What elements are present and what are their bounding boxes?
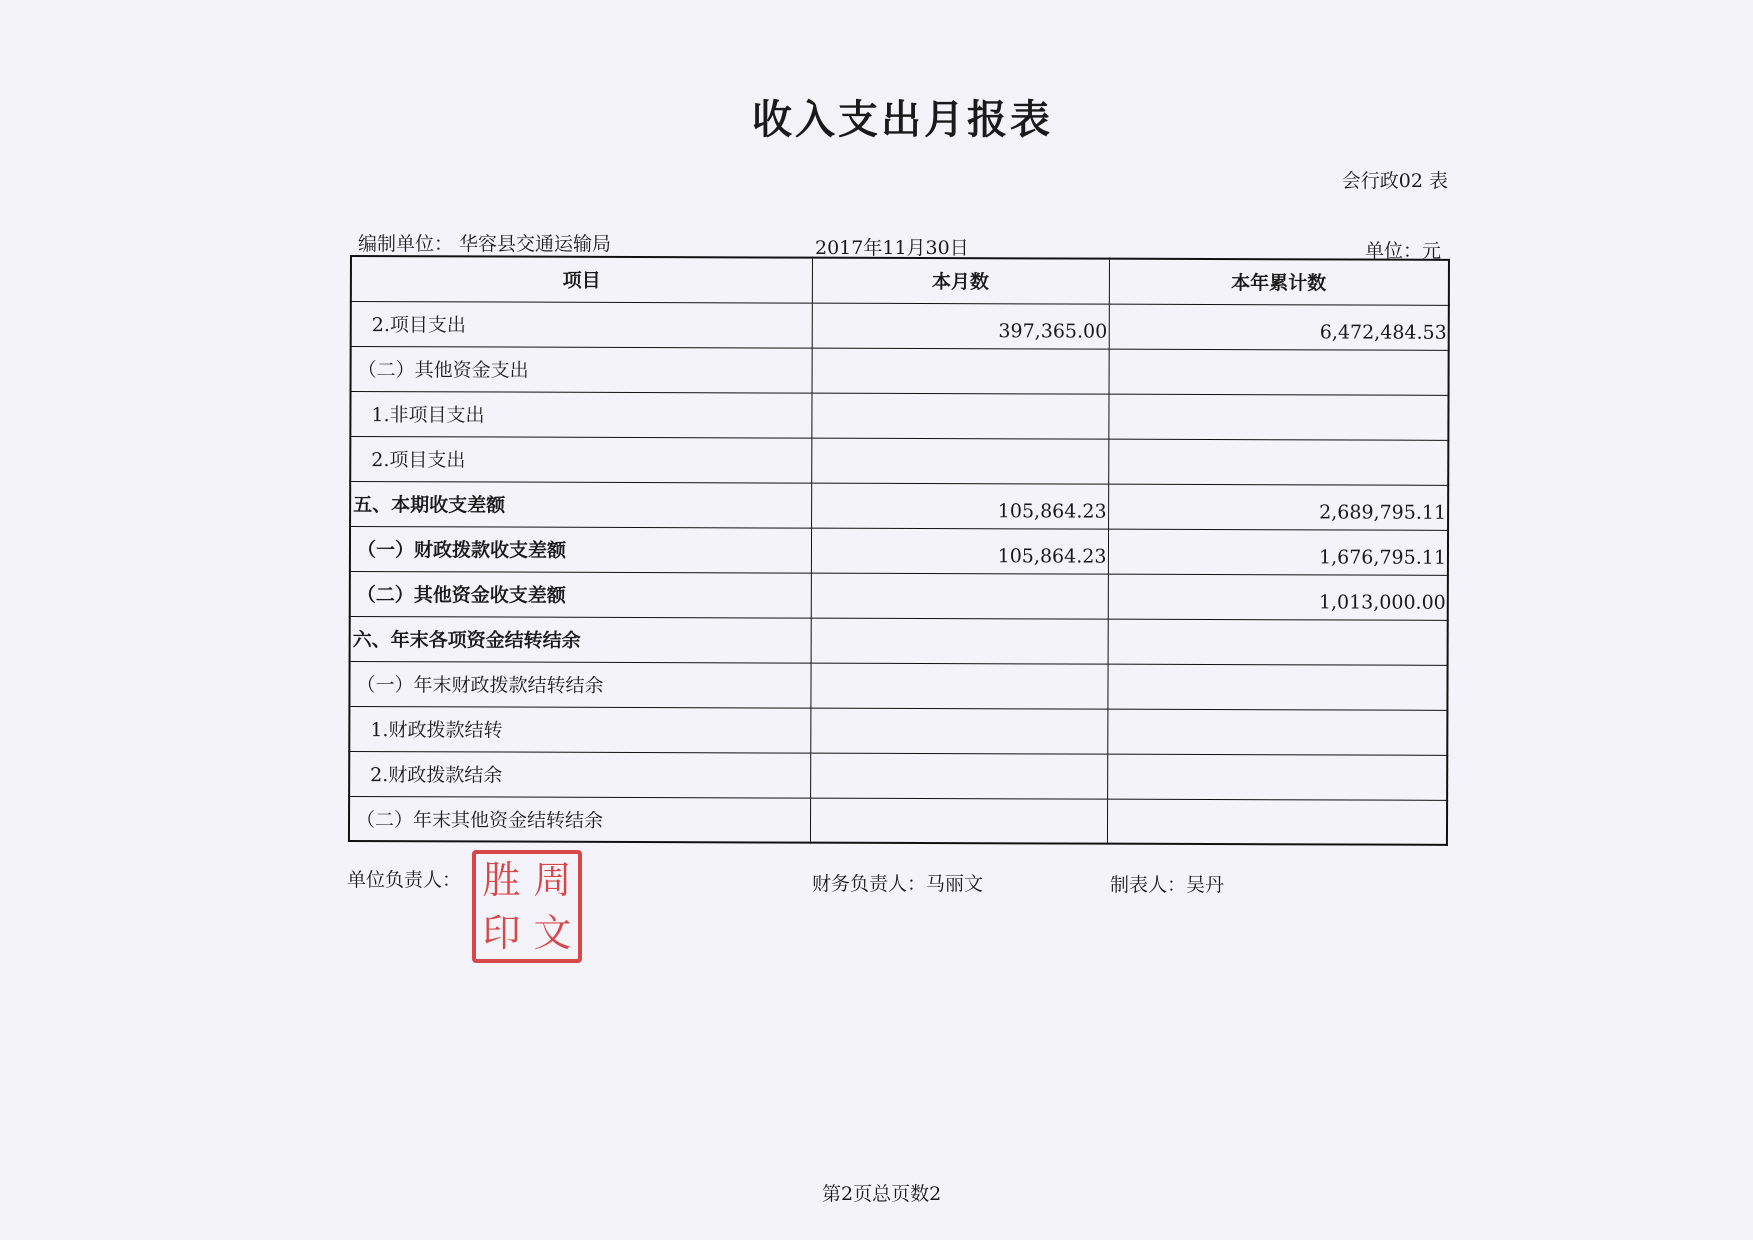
finance-head-signature: 财务负责人：马丽文 xyxy=(812,873,984,895)
row-year-value xyxy=(1107,754,1447,800)
header-month: 本月数 xyxy=(812,258,1109,304)
row-month-value xyxy=(811,618,1108,664)
row-year-value xyxy=(1108,439,1448,485)
row-year-value xyxy=(1108,394,1448,440)
row-month-value xyxy=(810,798,1107,844)
table-row xyxy=(350,391,1448,440)
row-item: （一）财政拨款收支差额 xyxy=(350,526,811,573)
table-row xyxy=(350,526,1448,575)
table-row xyxy=(349,751,1447,800)
row-item: 1.非项目支出 xyxy=(350,391,811,438)
seal-char: 印 xyxy=(482,910,521,955)
row-item: （二）其他资金收支差额 xyxy=(350,571,811,618)
preparer-signature: 制表人：吴丹 xyxy=(1110,874,1225,896)
row-month-value: 105,864.23 xyxy=(811,483,1108,529)
row-year-value xyxy=(1108,619,1448,665)
seal-char: 文 xyxy=(533,910,572,955)
row-item: （二）其他资金支出 xyxy=(351,346,812,393)
row-year-value xyxy=(1109,349,1449,395)
unit-head-signature: 单位负责人： xyxy=(347,869,462,891)
table-row xyxy=(349,706,1447,755)
row-month-value xyxy=(810,753,1107,799)
official-seal-stamp xyxy=(472,850,582,963)
row-month-value xyxy=(811,573,1108,619)
row-month-value xyxy=(811,393,1108,439)
row-item: 五、本期收支差额 xyxy=(350,481,811,528)
compiling-unit: 编制单位： 华容县交通运输局 xyxy=(358,233,612,255)
table-row xyxy=(351,301,1449,350)
currency-unit: 单位：元 xyxy=(1365,240,1442,262)
row-month-value: 105,864.23 xyxy=(811,528,1108,574)
row-month-value xyxy=(810,663,1107,709)
table-row xyxy=(349,661,1447,710)
row-year-value: 1,013,000.00 xyxy=(1108,574,1448,620)
row-item: 2.项目支出 xyxy=(351,301,812,348)
income-expense-table xyxy=(348,255,1450,846)
table-header-row xyxy=(351,256,1449,305)
row-item: 六、年末各项资金结转结余 xyxy=(350,616,811,663)
row-year-value: 6,472,484.53 xyxy=(1109,304,1449,350)
row-year-value: 1,676,795.11 xyxy=(1108,529,1448,575)
row-month-value xyxy=(810,708,1107,754)
table-row xyxy=(350,571,1448,620)
row-item: 2.财政拨款结余 xyxy=(349,751,810,798)
row-year-value xyxy=(1107,664,1447,710)
table-row xyxy=(350,481,1448,530)
row-year-value xyxy=(1107,799,1447,845)
seal-char: 周 xyxy=(533,858,572,903)
row-month-value: 397,365.00 xyxy=(812,303,1109,349)
table-row xyxy=(351,346,1449,395)
row-year-value: 2,689,795.11 xyxy=(1108,484,1448,530)
row-month-value xyxy=(811,438,1108,484)
row-item: 1.财政拨款结转 xyxy=(349,706,810,753)
form-code: 会行政02 表 xyxy=(1341,170,1448,192)
row-month-value xyxy=(812,348,1109,394)
seal-char: 胜 xyxy=(482,858,521,903)
report-title: 收入支出月报表 xyxy=(752,97,1053,143)
table-row xyxy=(350,616,1448,665)
row-year-value xyxy=(1107,709,1447,755)
table-row xyxy=(350,436,1448,485)
page-footer: 第2页总页数2 xyxy=(822,1183,942,1205)
header-item: 项目 xyxy=(351,256,812,303)
header-year: 本年累计数 xyxy=(1109,259,1449,305)
table-row xyxy=(349,796,1447,845)
row-item: 2.项目支出 xyxy=(350,436,811,483)
row-item: （一）年末财政拨款结转结余 xyxy=(349,661,810,708)
report-date: 2017年11月30日 xyxy=(815,237,969,259)
row-item: （二）年末其他资金结转结余 xyxy=(349,796,810,843)
